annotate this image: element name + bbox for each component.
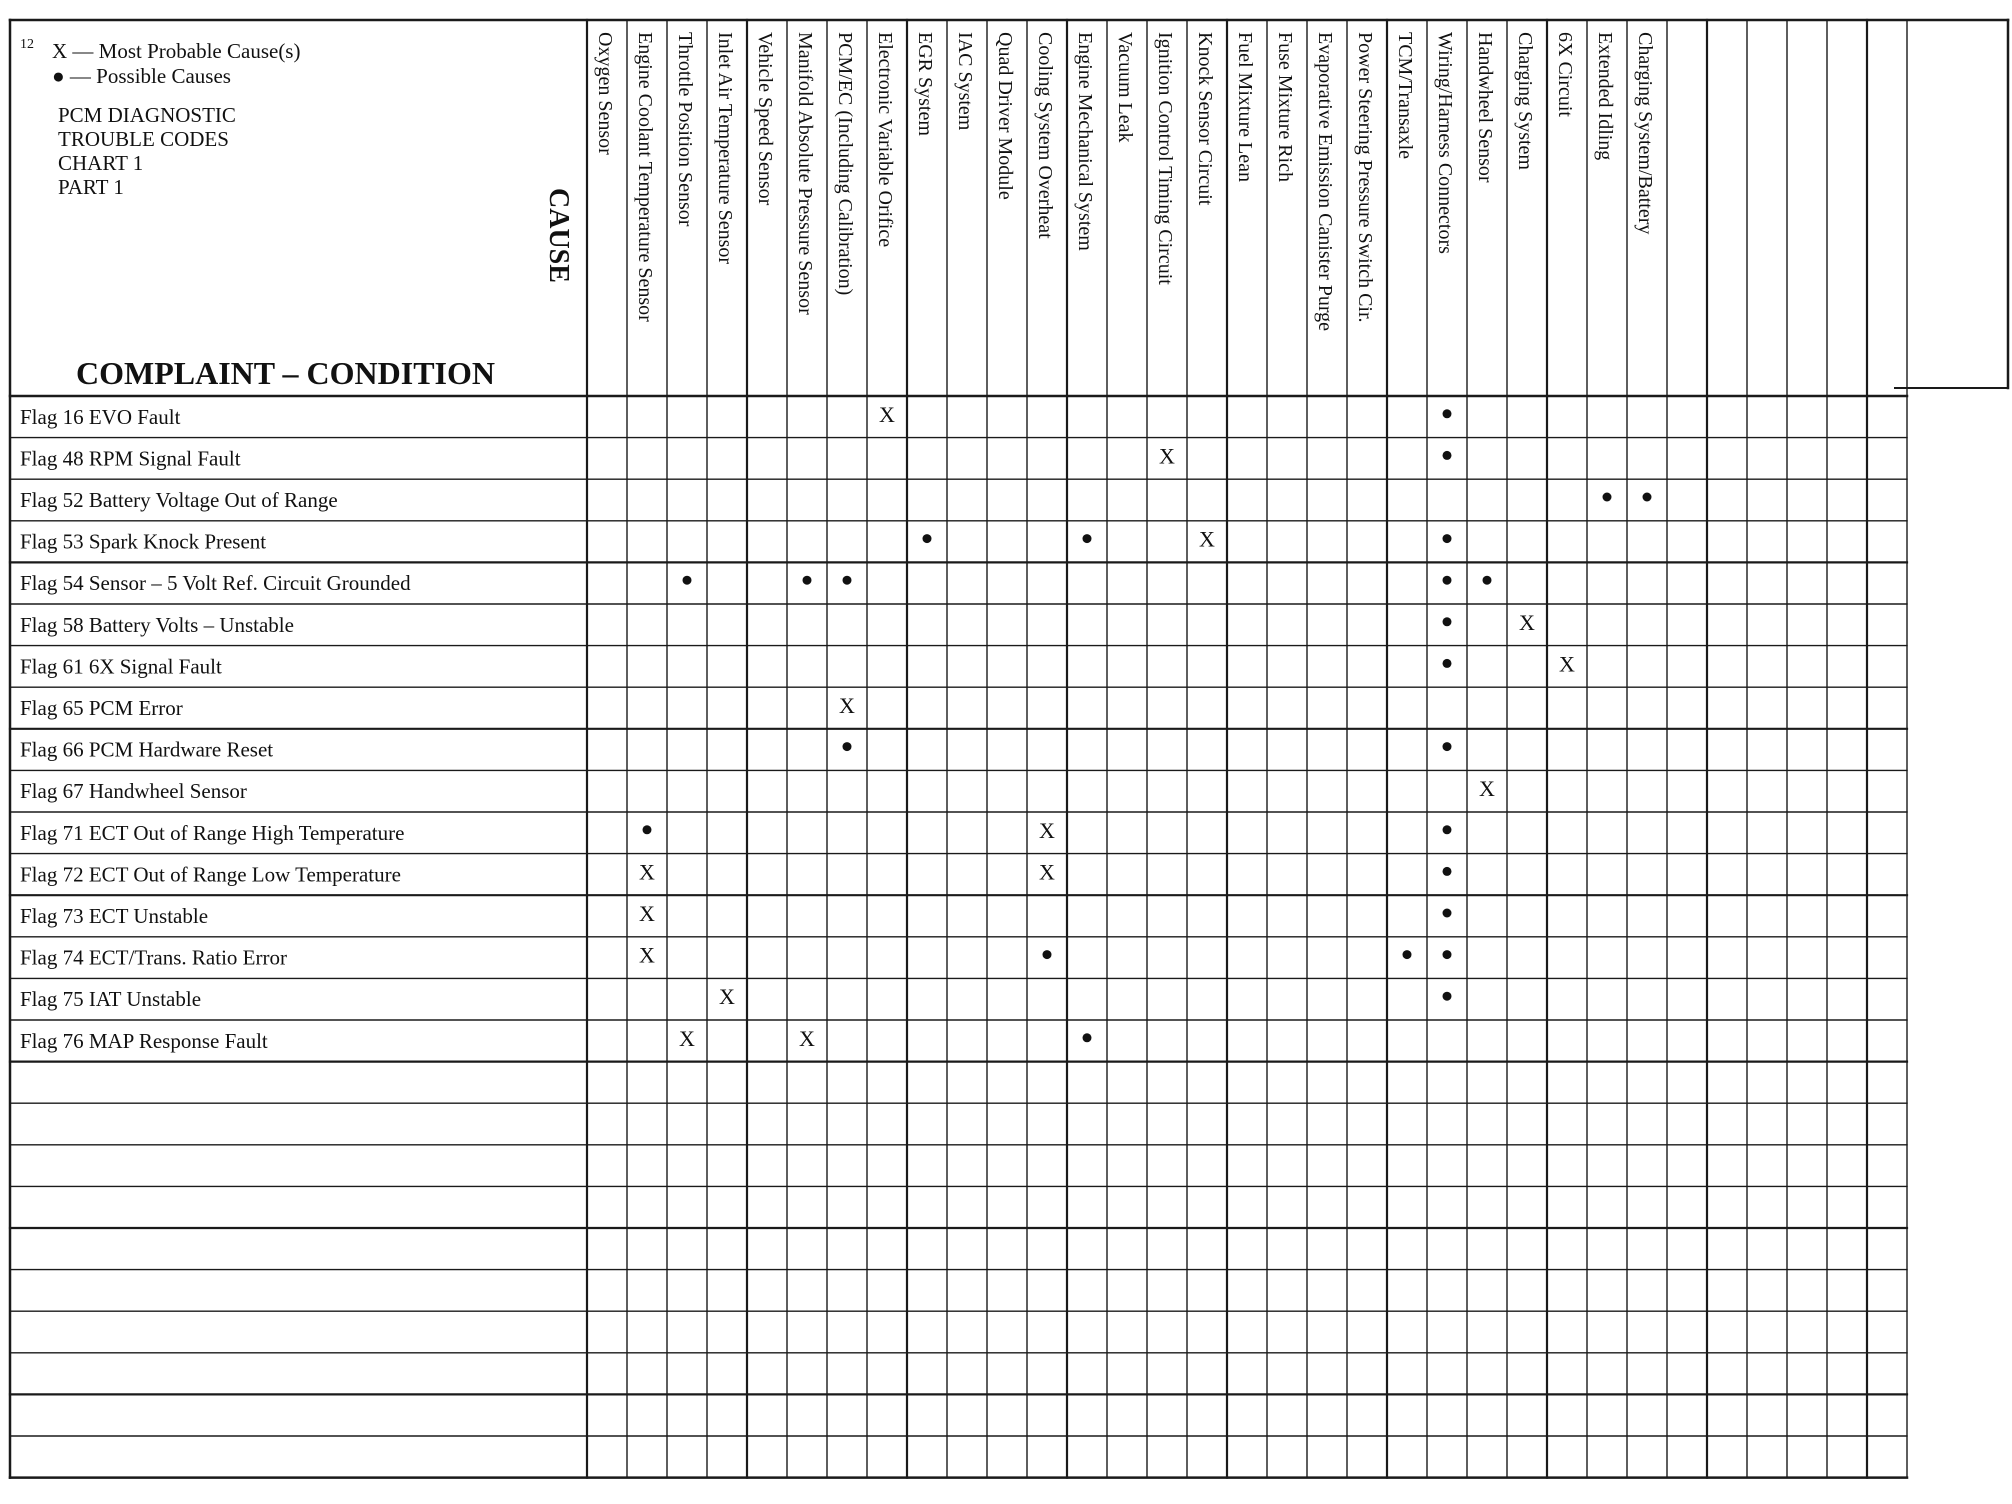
cause-column-label: Throttle Position Sensor <box>674 32 696 227</box>
possible-cause-mark <box>923 534 932 543</box>
chart-grid <box>10 20 2008 1478</box>
complaint-row-label: Flag 74 ECT/Trans. Ratio Error <box>20 945 287 970</box>
complaint-row-label: Flag 67 Handwheel Sensor <box>20 779 247 804</box>
most-probable-cause-mark: X <box>719 984 735 1010</box>
possible-cause-mark <box>843 576 852 585</box>
possible-cause-mark <box>1443 409 1452 418</box>
chart-title-line-3: CHART 1 <box>58 151 144 175</box>
most-probable-cause-mark: X <box>639 942 655 968</box>
possible-cause-mark <box>1443 867 1452 876</box>
legend-possible: ● — Possible Causes <box>52 64 231 88</box>
possible-cause-mark <box>1443 992 1452 1001</box>
possible-cause-mark <box>1603 493 1612 502</box>
most-probable-cause-mark: X <box>639 901 655 926</box>
chart-title-line-2: TROUBLE CODES <box>58 127 229 151</box>
possible-cause-mark <box>1483 576 1492 585</box>
possible-cause-mark <box>1443 909 1452 918</box>
cause-column-label: Inlet Air Temperature Sensor <box>714 32 736 265</box>
cause-column-label: EGR System <box>914 32 936 136</box>
cause-column-label: Evaporative Emission Canister Purge <box>1314 32 1336 332</box>
most-probable-cause-mark: X <box>1199 526 1215 552</box>
possible-cause-mark <box>1443 534 1452 543</box>
cause-axis-label: CAUSE <box>543 188 574 283</box>
most-probable-cause-mark: X <box>1159 443 1175 469</box>
possible-cause-mark <box>1443 950 1452 959</box>
most-probable-cause-mark: X <box>1039 817 1055 843</box>
complaint-row-label: Flag 52 Battery Voltage Out of Range <box>20 488 338 512</box>
complaint-row-label: Flag 65 PCM Error <box>20 696 183 720</box>
most-probable-cause-mark: X <box>1039 859 1055 885</box>
most-probable-cause-mark: X <box>799 1025 815 1051</box>
page-number: 12 <box>20 37 34 52</box>
chart-marks <box>639 402 1651 1051</box>
complaint-row-label: Flag 66 PCM Hardware Reset <box>20 737 274 762</box>
complaint-row-label: Flag 54 Sensor – 5 Volt Ref. Circuit Grounded <box>20 571 411 596</box>
cause-column-label: Fuel Mixture Lean <box>1234 32 1256 182</box>
possible-cause-mark <box>1083 534 1092 543</box>
cause-column-label: Engine Mechanical System <box>1074 32 1096 251</box>
cause-column-label: Ignition Control Timing Circuit <box>1154 32 1176 285</box>
cause-column-label: Charging System/Battery <box>1634 32 1656 235</box>
complaint-row-label: Flag 48 RPM Signal Fault <box>20 446 241 471</box>
cause-column-label: Wiring/Harness Connectors <box>1434 32 1456 254</box>
most-probable-cause-mark: X <box>639 859 655 885</box>
cause-column-label: Charging System <box>1514 32 1536 170</box>
possible-cause-mark <box>1403 950 1412 959</box>
cause-column-label: PCM/EC (Including Calibration) <box>834 32 856 296</box>
possible-cause-mark <box>683 576 692 585</box>
cause-column-label: Handwheel Sensor <box>1474 32 1496 183</box>
possible-cause-mark <box>1043 950 1052 959</box>
most-probable-cause-mark: X <box>1559 651 1575 677</box>
cause-column-label: Extended Idling <box>1594 32 1616 161</box>
complaint-row-label: Flag 76 MAP Response Fault <box>20 1028 268 1053</box>
complaint-row-label: Flag 61 6X Signal Fault <box>20 654 222 679</box>
possible-cause-mark <box>1443 659 1452 668</box>
possible-cause-mark <box>1083 1033 1092 1042</box>
cause-column-label: IAC System <box>954 32 976 131</box>
complaint-row-label: Flag 73 ECT Unstable <box>20 904 209 928</box>
most-probable-cause-mark: X <box>879 401 895 427</box>
possible-cause-mark <box>1443 617 1452 626</box>
complaint-row-label: Flag 75 IAT Unstable <box>20 987 202 1012</box>
cause-column-label: Manifold Absolute Pressure Sensor <box>794 32 816 315</box>
possible-cause-mark <box>1443 451 1452 460</box>
complaint-row-label: Flag 71 ECT Out of Range High Temperature <box>20 820 405 845</box>
cause-column-label: Vacuum Leak <box>1114 32 1136 143</box>
possible-cause-mark <box>1443 825 1452 834</box>
most-probable-cause-mark: X <box>1479 776 1495 802</box>
possible-cause-mark <box>1443 742 1452 751</box>
cause-column-label: Cooling System Overheat <box>1034 32 1056 239</box>
possible-cause-mark <box>643 825 652 834</box>
cause-column-label: Fuse Mixture Rich <box>1274 32 1296 182</box>
cause-column-label: Electronic Variable Orifice <box>874 32 896 248</box>
cause-column-label: Quad Driver Module <box>994 32 1016 200</box>
cause-column-label: Knock Sensor Circuit <box>1194 32 1216 206</box>
most-probable-cause-mark: X <box>679 1025 695 1051</box>
cause-column-labels <box>594 32 1656 331</box>
possible-cause-mark <box>843 742 852 751</box>
cause-column-label: Engine Coolant Temperature Sensor <box>634 32 656 322</box>
legend-most-probable: X — Most Probable Cause(s) <box>52 39 301 63</box>
complaint-axis-label: COMPLAINT – CONDITION <box>76 355 495 391</box>
complaint-row-label: Flag 53 Spark Knock Present <box>20 529 267 554</box>
cause-column-label: 6X Circuit <box>1554 32 1576 117</box>
possible-cause-mark <box>1443 576 1452 585</box>
cause-column-label: Power Steering Pressure Switch Cir. <box>1354 32 1376 323</box>
most-probable-cause-mark: X <box>839 693 855 718</box>
cause-column-label: Vehicle Speed Sensor <box>754 32 776 206</box>
chart-title-line-4: PART 1 <box>58 175 124 199</box>
complaint-row-label: Flag 58 Battery Volts – Unstable <box>20 612 294 637</box>
complaint-row-label: Flag 16 EVO Fault <box>20 404 181 429</box>
possible-cause-mark <box>1643 493 1652 502</box>
cause-column-label: Oxygen Sensor <box>594 32 616 155</box>
possible-cause-mark <box>803 576 812 585</box>
chart-title-line-1: PCM DIAGNOSTIC <box>58 103 236 127</box>
complaint-row-label: Flag 72 ECT Out of Range Low Temperature <box>20 862 401 887</box>
most-probable-cause-mark: X <box>1519 609 1535 635</box>
cause-column-label: TCM/Transaxle <box>1394 32 1416 160</box>
